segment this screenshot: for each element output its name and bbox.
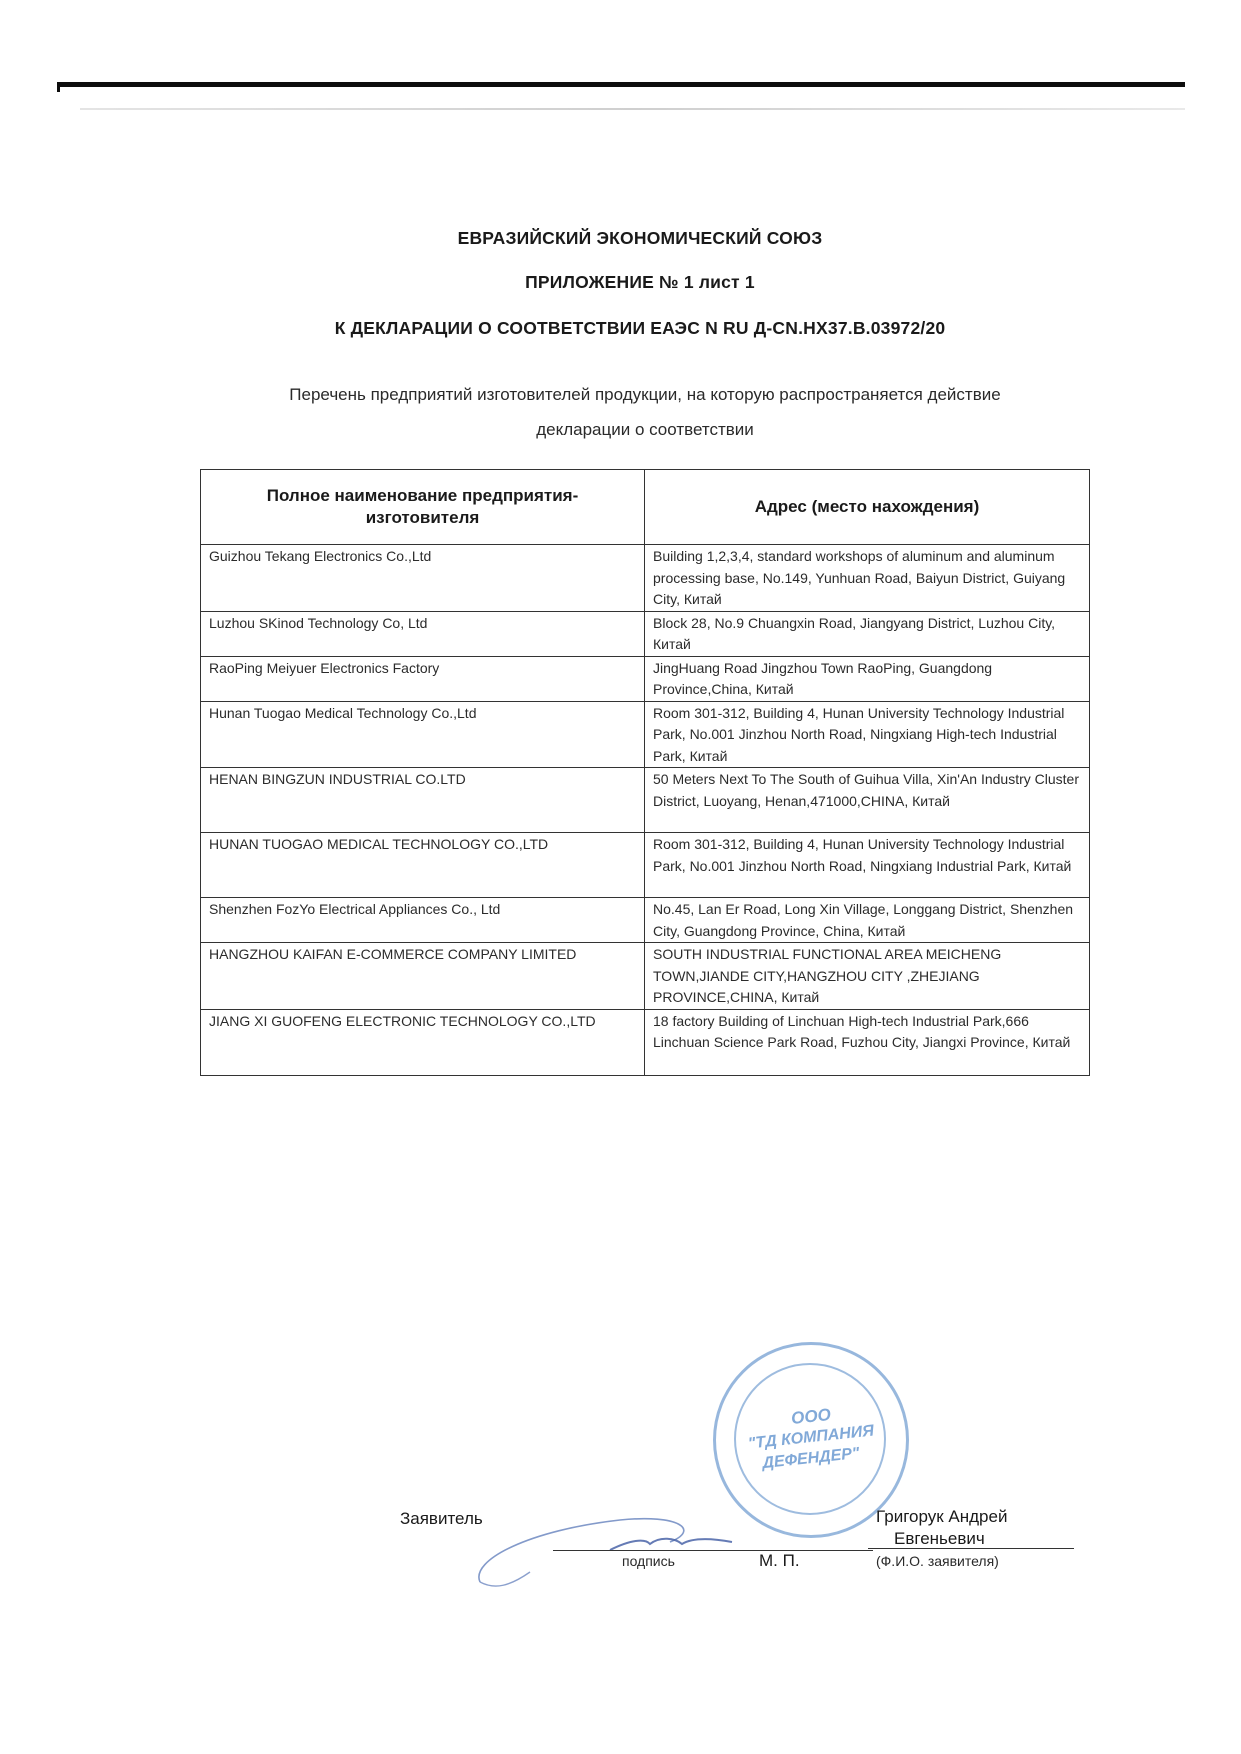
- address-cell: 50 Meters Next To The South of Guihua Villa, Xin'An Industry Cluster District, Luoyang, Henan,471000,CHINA, Китай: [645, 768, 1090, 833]
- appendix-title: ПРИЛОЖЕНИЕ № 1 лист 1: [525, 272, 755, 292]
- header-address: Адрес (место нахождения): [645, 470, 1090, 545]
- table-row: [201, 701, 1090, 768]
- handwritten-signature: [470, 1490, 770, 1600]
- table-row: [201, 656, 1090, 701]
- table-header-row: [201, 470, 1090, 545]
- manufacturers-table: [200, 469, 1090, 1076]
- applicant-name-line-1: Григорук Андрей: [876, 1507, 1008, 1526]
- table-row: [201, 611, 1090, 656]
- applicant-label: Заявитель: [400, 1509, 483, 1528]
- address-cell: No.45, Lan Er Road, Long Xin Village, Longgang District, Shenzhen City, Guangdong Province, China, Китай: [645, 898, 1090, 943]
- scan-shadow: [80, 108, 1185, 110]
- address-cell: SOUTH INDUSTRIAL FUNCTIONAL AREA MEICHENG TOWN,JIANDE CITY,HANGZHOU CITY ,ZHEJIANG PROVINCE,CHINA, Китай: [645, 943, 1090, 1010]
- seal-text-line-1: ООО: [790, 1404, 832, 1429]
- intro-line-1: Перечень предприятий изготовителей продукции, на которую распространяется действие: [289, 385, 1001, 404]
- company-name-cell: HUNAN TUOGAO MEDICAL TECHNOLOGY CO.,LTD: [201, 833, 645, 898]
- company-name-cell: JIANG XI GUOFENG ELECTRONIC TECHNOLOGY CO.,LTD: [201, 1009, 645, 1075]
- company-name-cell: Luzhou SKinod Technology Co, Ltd: [201, 611, 645, 656]
- table-row: [201, 768, 1090, 833]
- header-company-name: Полное наименование предприятия-изготовителя: [201, 470, 645, 545]
- company-name-cell: Guizhou Tekang Electronics Co.,Ltd: [201, 545, 645, 612]
- seal-caption: М. П.: [759, 1551, 800, 1570]
- table-row: [201, 1009, 1090, 1075]
- signature-caption: подпись: [622, 1553, 675, 1569]
- union-title: ЕВРАЗИЙСКИЙ ЭКОНОМИЧЕСКИЙ СОЮЗ: [457, 228, 823, 248]
- scan-edge-top: [57, 82, 1185, 87]
- address-cell: Room 301-312, Building 4, Hunan University Technology Industrial Park, No.001 Jinzhou North Road, Ningxiang High-tech Industrial Park, Китай: [645, 701, 1090, 768]
- company-name-cell: Shenzhen FozYo Electrical Appliances Co., Ltd: [201, 898, 645, 943]
- scan-edge-left: [57, 82, 60, 92]
- address-cell: Building 1,2,3,4, standard workshops of aluminum and aluminum processing base, No.149, Yunhuan Road, Baiyun District, Guiyang City, Китай: [645, 545, 1090, 612]
- company-name-cell: RaoPing Meiyuer Electronics Factory: [201, 656, 645, 701]
- declaration-title: К ДЕКЛАРАЦИИ О СООТВЕТСТВИИ ЕАЭС N RU Д-CN.НХ37.В.03972/20: [334, 318, 946, 338]
- table-row: [201, 833, 1090, 898]
- address-cell: Room 301-312, Building 4, Hunan University Technology Industrial Park, No.001 Jinzhou North Road, Ningxiang Industrial Park, Китай: [645, 833, 1090, 898]
- seal-text-line-2: "ТД КОМПАНИЯ: [747, 1422, 875, 1453]
- company-name-cell: HANGZHOU KAIFAN E-COMMERCE COMPANY LIMITED: [201, 943, 645, 1010]
- table-row: [201, 943, 1090, 1010]
- applicant-name-line-2: Евгеньевич: [894, 1529, 985, 1548]
- table-row: [201, 898, 1090, 943]
- intro-line-2: декларации о соответствии: [536, 420, 754, 439]
- address-cell: JingHuang Road Jingzhou Town RaoPing, Guangdong Province,China, Китай: [645, 656, 1090, 701]
- company-name-cell: Hunan Tuogao Medical Technology Co.,Ltd: [201, 701, 645, 768]
- company-name-cell: HENAN BINGZUN INDUSTRIAL CO.LTD: [201, 768, 645, 833]
- signature-line: [553, 1550, 873, 1551]
- address-cell: 18 factory Building of Linchuan High-tech Industrial Park,666 Linchuan Science Park Road, Fuzhou City, Jiangxi Province, Китай: [645, 1009, 1090, 1075]
- applicant-name-caption: (Ф.И.О. заявителя): [876, 1553, 999, 1569]
- address-cell: Block 28, No.9 Chuangxin Road, Jiangyang District, Luzhou City, Китай: [645, 611, 1090, 656]
- table-row: [201, 545, 1090, 612]
- seal-text-line-3: ДЕФЕНДЕР": [761, 1444, 861, 1473]
